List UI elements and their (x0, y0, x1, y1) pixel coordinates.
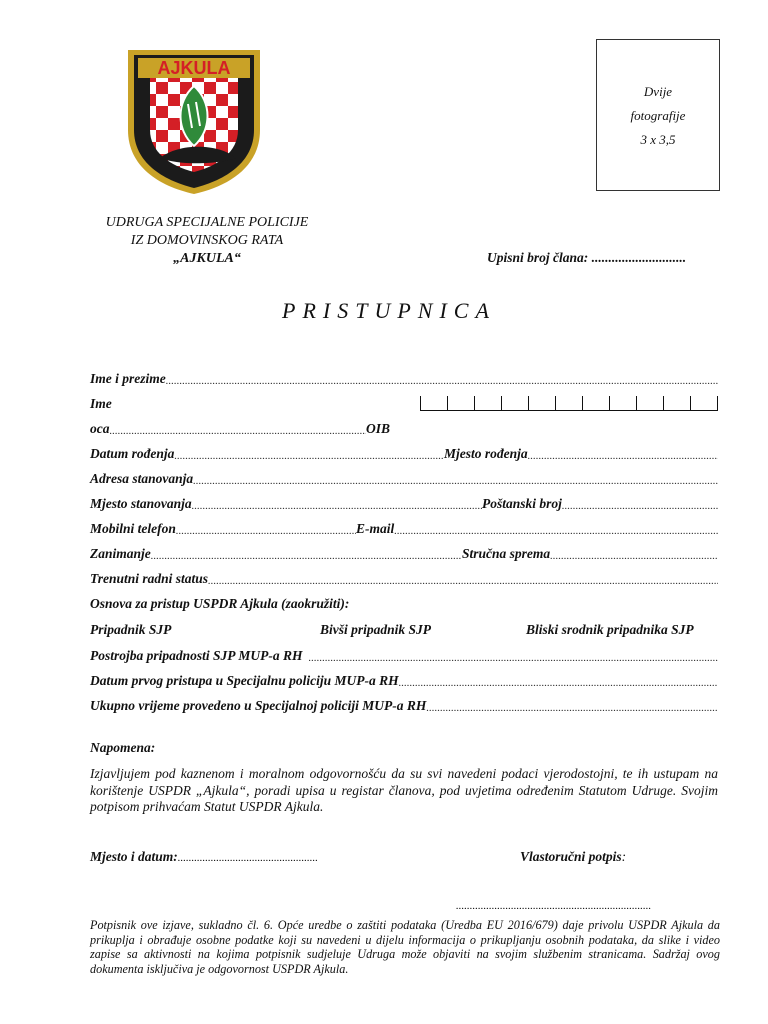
field-ukupno-vrijeme[interactable] (90, 694, 718, 714)
field-mobilni[interactable] (90, 517, 356, 537)
dotted-line (110, 425, 366, 437)
field-ime-prezime[interactable] (90, 367, 718, 387)
field-label: Stručna sprema (462, 546, 551, 561)
field-strucna-sprema[interactable] (462, 542, 718, 562)
dotted-line (399, 677, 718, 689)
field-mjesto-stanovanja[interactable] (90, 492, 482, 512)
org-line3: „AJKULA“ (173, 251, 241, 266)
org-line1: UDRUGA SPECIJALNE POLICIJE (105, 215, 309, 230)
field-adresa[interactable] (90, 467, 718, 487)
place-date-label: Mjesto i datum: (90, 849, 178, 864)
dotted-line (208, 575, 718, 587)
field-osnova (90, 592, 718, 612)
option-pripadnik[interactable]: Pripadnik SJP (90, 622, 172, 637)
signature-line[interactable]: ....................................................................... (456, 900, 652, 912)
own-signature (520, 849, 626, 865)
place-date-dots: ................................................... (177, 852, 319, 864)
field-label: Mobilni telefon (90, 521, 176, 536)
photo-box-line2: fotografije (630, 108, 686, 123)
org-line2: IZ DOMOVINSKOG RATA (130, 233, 284, 248)
field-label: Ime i prezime (90, 371, 166, 386)
field-label: Poštanski broj (482, 496, 562, 511)
logo-banner-text: AJKULA (157, 58, 231, 78)
osnova-options (90, 618, 718, 638)
own-signature-colon: : (621, 849, 627, 864)
dotted-line (176, 525, 356, 537)
field-label: oca (90, 421, 110, 436)
field-label: Trenutni radni status (90, 571, 209, 586)
napomena-heading (90, 736, 718, 756)
field-label: Osnova za pristup USPDR Ajkula (zaokružiti): (90, 596, 350, 611)
own-signature-label: Vlastoručni potpis (520, 849, 622, 864)
dotted-line (166, 375, 718, 387)
field-radni-status[interactable] (90, 567, 718, 587)
oib-boxes[interactable] (420, 396, 718, 411)
field-oca[interactable] (90, 417, 390, 437)
napomena-heading-text: Napomena: (90, 740, 156, 755)
member-number (487, 250, 686, 266)
field-label: Mjesto rođenja (444, 446, 528, 461)
field-mjesto-rodenja[interactable] (444, 442, 718, 462)
place-date[interactable] (90, 849, 318, 865)
dotted-line (562, 500, 718, 512)
field-label: E-mail (356, 521, 395, 536)
member-number-label: Upisni broj člana: (487, 250, 589, 265)
field-zanimanje[interactable] (90, 542, 462, 562)
field-label: Ime (90, 396, 112, 411)
field-label: Postrojba pripadnosti SJP MUP-a RH (90, 648, 303, 663)
dotted-line (151, 550, 462, 562)
field-email[interactable] (356, 517, 718, 537)
photo-box-line1: Dvije (643, 84, 673, 99)
napomena-text: Izjavljujem pod kaznenom i moralnom odgovornošću da su svi navedeni podaci vjerodostojni, te ih ustupam na korištenje USPDR „Ajkula“, poradi upisa u registar članova, pod uvjetima određenim Statutom Udruge. Svojim potpisom prihvaćam Statut USPDR Ajkula. (90, 766, 718, 814)
field-label: Mjesto stanovanja (90, 496, 192, 511)
field-postrojba[interactable] (90, 644, 718, 664)
field-label: Datum rođenja (90, 446, 175, 461)
dotted-line (309, 652, 718, 664)
dotted-line (394, 525, 718, 537)
page-title: PRISTUPNICA (282, 298, 496, 323)
dotted-line (550, 550, 718, 562)
field-label: Adresa stanovanja (90, 471, 194, 486)
option-bliski-srodnik[interactable]: Bliski srodnik pripadnika SJP (526, 622, 694, 637)
field-label: Zanimanje (90, 546, 151, 561)
field-postanski-broj[interactable] (482, 492, 718, 512)
field-datum-rodenja[interactable] (90, 442, 444, 462)
ajkula-logo (120, 46, 268, 196)
dotted-line (192, 500, 482, 512)
gdpr-footer: Potpisnik ove izjave, sukladno čl. 6. Opće uredbe o zaštiti podataka (Uredba EU 2016/679) daje privolu USPDR Ajkula da prikuplja i obrađuje osobne podatke koji su navedeni u dijelu informacija o prikupljanju osobnih podataka, da slike i video zapise sa aktivnosti na kojima potpisnik sudjeluje Udruga može objaviti na svojim službenim stranicama. Sadržaj ovog dokumenta isključiva je odgovornost USPDR Ajkula. (90, 918, 720, 976)
field-ime (90, 392, 150, 412)
field-label: Ukupno vrijeme provedeno u Specijalnoj policiji MUP-a RH (90, 698, 427, 713)
dotted-line (174, 450, 444, 462)
dotted-line (426, 702, 718, 714)
photo-box-line3: 3 x 3,5 (640, 132, 676, 147)
photo-box (596, 39, 720, 191)
dotted-line (193, 475, 718, 487)
field-label: Datum prvog pristupa u Specijalnu policiju MUP-a RH (90, 673, 399, 688)
field-datum-pristupa[interactable] (90, 669, 718, 689)
option-bivsi-pripadnik[interactable]: Bivši pripadnik SJP (320, 622, 432, 637)
member-number-dots: ............................ (591, 250, 687, 265)
field-label-oib: OIB (365, 421, 390, 436)
dotted-line (528, 450, 718, 462)
